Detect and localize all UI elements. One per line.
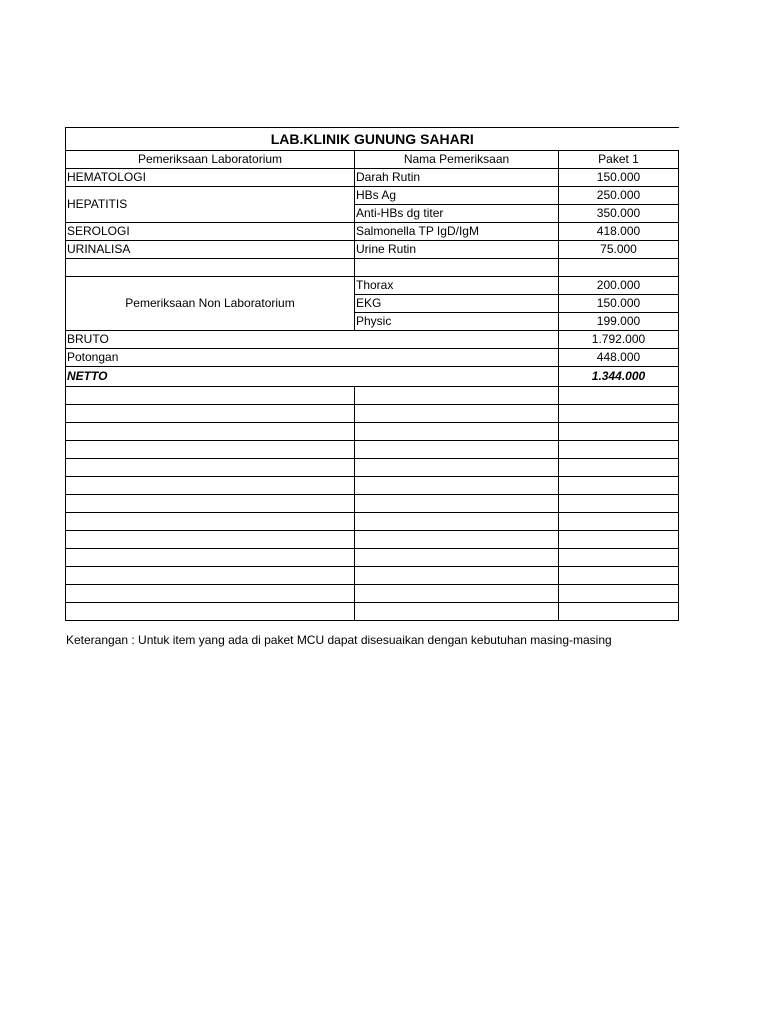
empty-cell	[355, 405, 559, 423]
item-cell: Salmonella TP IgD/IgM	[355, 223, 559, 241]
bruto-value: 1.792.000	[559, 331, 679, 349]
empty-cell	[355, 441, 559, 459]
empty-row	[66, 423, 679, 441]
price-cell: 75.000	[559, 241, 679, 259]
price-cell: 350.000	[559, 205, 679, 223]
potongan-value: 448.000	[559, 349, 679, 367]
empty-cell	[66, 495, 355, 513]
empty-cell	[66, 567, 355, 585]
empty-row	[66, 549, 679, 567]
item-cell: EKG	[355, 295, 559, 313]
category-cell: URINALISA	[66, 241, 355, 259]
header-category: Pemeriksaan Laboratorium	[66, 151, 355, 169]
empty-cell	[66, 549, 355, 567]
empty-cell	[355, 367, 559, 387]
empty-cell	[66, 603, 355, 621]
netto-row	[66, 367, 679, 387]
empty-cell	[355, 477, 559, 495]
empty-cell	[355, 459, 559, 477]
empty-cell	[559, 441, 679, 459]
item-cell: Darah Rutin	[355, 169, 559, 187]
blank-rows	[66, 387, 679, 621]
category-cell: Pemeriksaan Non Laboratorium	[66, 277, 355, 331]
empty-cell	[355, 567, 559, 585]
empty-row	[66, 477, 679, 495]
empty-cell	[559, 513, 679, 531]
empty-cell	[66, 423, 355, 441]
empty-cell	[559, 549, 679, 567]
footnote: Keterangan : Untuk item yang ada di paket MCU dapat disesuaikan dengan kebutuhan masing-masing	[66, 633, 612, 647]
empty-cell	[559, 603, 679, 621]
empty-cell	[355, 513, 559, 531]
empty-cell	[559, 531, 679, 549]
empty-cell	[66, 441, 355, 459]
netto-value: 1.344.000	[559, 367, 679, 387]
empty-cell	[559, 585, 679, 603]
empty-cell	[355, 531, 559, 549]
empty-cell	[559, 259, 679, 277]
empty-row	[66, 513, 679, 531]
price-cell: 418.000	[559, 223, 679, 241]
empty-row	[66, 495, 679, 513]
empty-cell	[66, 405, 355, 423]
price-cell: 200.000	[559, 277, 679, 295]
potongan-row	[66, 349, 679, 367]
table-row	[66, 169, 679, 187]
empty-cell	[355, 585, 559, 603]
empty-cell	[355, 349, 559, 367]
empty-cell	[559, 495, 679, 513]
empty-cell	[559, 387, 679, 405]
header-item: Nama Pemeriksaan	[355, 151, 559, 169]
empty-row	[66, 567, 679, 585]
empty-cell	[559, 423, 679, 441]
netto-label: NETTO	[66, 367, 355, 387]
empty-cell	[66, 387, 355, 405]
table-row	[66, 241, 679, 259]
header-row	[66, 151, 679, 169]
price-cell: 199.000	[559, 313, 679, 331]
empty-cell	[559, 567, 679, 585]
table-row	[66, 277, 679, 295]
empty-row	[66, 531, 679, 549]
empty-cell	[355, 259, 559, 277]
item-cell: Urine Rutin	[355, 241, 559, 259]
price-cell: 150.000	[559, 295, 679, 313]
empty-cell	[66, 477, 355, 495]
empty-row	[66, 387, 679, 405]
empty-cell	[559, 459, 679, 477]
potongan-label: Potongan	[66, 349, 355, 367]
bruto-label: BRUTO	[66, 331, 355, 349]
empty-row	[66, 459, 679, 477]
item-cell: Physic	[355, 313, 559, 331]
empty-cell	[355, 495, 559, 513]
bruto-row	[66, 331, 679, 349]
empty-cell	[66, 585, 355, 603]
price-cell: 250.000	[559, 187, 679, 205]
title-row	[66, 128, 679, 151]
table-row	[66, 187, 679, 205]
item-cell: Thorax	[355, 277, 559, 295]
empty-row	[66, 603, 679, 621]
price-sheet	[65, 127, 678, 621]
sheet-title: LAB.KLINIK GUNUNG SAHARI	[66, 128, 679, 151]
empty-cell	[355, 423, 559, 441]
category-cell: HEMATOLOGI	[66, 169, 355, 187]
category-cell: HEPATITIS	[66, 187, 355, 223]
empty-cell	[355, 387, 559, 405]
empty-cell	[66, 513, 355, 531]
item-cell: Anti-HBs dg titer	[355, 205, 559, 223]
empty-cell	[559, 405, 679, 423]
empty-row	[66, 259, 679, 277]
item-cell: HBs Ag	[355, 187, 559, 205]
category-cell: SEROLOGI	[66, 223, 355, 241]
price-cell: 150.000	[559, 169, 679, 187]
empty-row	[66, 585, 679, 603]
empty-row	[66, 441, 679, 459]
header-price: Paket 1	[559, 151, 679, 169]
empty-cell	[66, 531, 355, 549]
empty-cell	[559, 477, 679, 495]
empty-cell	[66, 459, 355, 477]
empty-row	[66, 405, 679, 423]
empty-cell	[355, 549, 559, 567]
empty-cell	[355, 603, 559, 621]
empty-cell	[355, 331, 559, 349]
table-row	[66, 223, 679, 241]
price-table	[65, 127, 679, 621]
empty-cell	[66, 259, 355, 277]
